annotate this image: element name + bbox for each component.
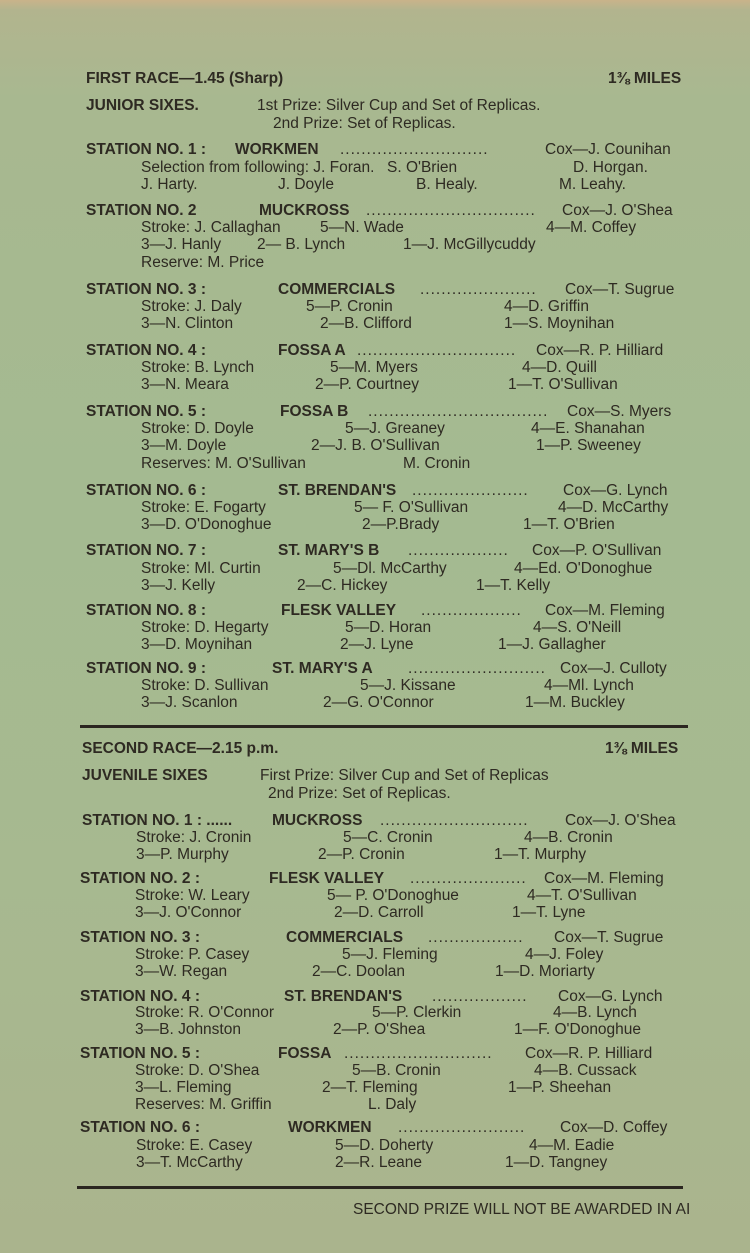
station-label: STATION NO. 2 : [80, 870, 200, 887]
race-distance: 1⅜ MILES [608, 70, 682, 87]
crew-member: Stroke: B. Lynch [141, 359, 255, 376]
cox: Cox—G. Lynch [563, 482, 668, 499]
crew-member: 2—B. Clifford [320, 315, 412, 332]
station-header [0, 482, 750, 500]
crew-member: 4—D. Quill [522, 359, 597, 376]
footer-note: SECOND PRIZE WILL NOT BE AWARDED IN AI [353, 1201, 691, 1218]
station-header [0, 812, 750, 830]
crew-member: 4—D. Griffin [504, 298, 589, 315]
crew-member: S. O'Brien [387, 159, 458, 176]
station-label: STATION NO. 2 [86, 202, 197, 219]
crew-name: FOSSA [278, 1045, 332, 1062]
crew-member: 5—B. Cronin [352, 1062, 441, 1079]
cox: Cox—T. Sugrue [565, 281, 675, 298]
crew-name: ST. BRENDAN'S [284, 988, 403, 1005]
leader-dots: ...................... [420, 281, 537, 298]
crew-member: 3—T. McCarthy [136, 1154, 243, 1171]
crew-name: COMMERCIALS [286, 929, 404, 946]
crew-line [0, 577, 750, 595]
reserve: Reserves: M. Griffin [135, 1096, 272, 1113]
crew-member: 3—L. Fleming [135, 1079, 232, 1096]
leader-dots: .................. [432, 988, 528, 1005]
station-header [0, 1045, 750, 1063]
crew-member: 5—P. Clerkin [372, 1004, 462, 1021]
crew-member: 1—S. Moynihan [504, 315, 615, 332]
leader-dots: .......................... [408, 660, 546, 677]
crew-member: 2—R. Leane [335, 1154, 423, 1171]
crew-member: Stroke: P. Casey [135, 946, 250, 963]
crew-member: Stroke: W. Leary [135, 887, 250, 904]
crew-member: 1—J. McGillycuddy [403, 236, 536, 253]
crew-member: 2—J. Lyne [340, 636, 414, 653]
crew-line [0, 359, 750, 377]
crew-member: Stroke: E. Fogarty [141, 499, 266, 516]
cox: Cox—P. O'Sullivan [532, 542, 662, 559]
crew-member: 2—P. Courtney [315, 376, 419, 393]
crew-line [0, 315, 750, 333]
crew-line [0, 887, 750, 905]
cox: Cox—R. P. Hilliard [525, 1045, 653, 1062]
station-label: STATION NO. 9 : [86, 660, 206, 677]
leader-dots: ...................... [412, 482, 529, 499]
station-label: STATION NO. 5 : [80, 1045, 200, 1062]
crew-member: 4—J. Foley [525, 946, 604, 963]
crew-member: 5—J. Fleming [342, 946, 438, 963]
crew-member: Stroke: J. Daly [141, 298, 242, 315]
crew-member: 1—D. Tangney [505, 1154, 608, 1171]
crew-line [0, 1154, 750, 1172]
crew-line [0, 963, 750, 981]
crew-member: 3—N. Clinton [141, 315, 234, 332]
station-label: STATION NO. 1 : ...... [82, 812, 233, 829]
race-class-row [0, 767, 750, 785]
crew-member: 1—F. O'Donoghue [514, 1021, 642, 1038]
leader-dots: ................... [408, 542, 509, 559]
crew-member: 3—J. Scanlon [141, 694, 238, 711]
leader-dots: ............................ [344, 1045, 493, 1062]
station-header [0, 342, 750, 360]
station-header [0, 1119, 750, 1137]
crew-member: 2—T. Fleming [322, 1079, 418, 1096]
crew-member: 5— F. O'Sullivan [354, 499, 469, 516]
crew-line [0, 254, 750, 272]
cox: Cox—J. O'Shea [562, 202, 673, 219]
crew-member: 4—M. Eadie [529, 1137, 615, 1154]
leader-dots: .............................. [357, 342, 517, 359]
reserve: Reserves: M. O'Sullivan [141, 455, 306, 472]
leader-dots: ............................ [380, 812, 529, 829]
crew-line [0, 236, 750, 254]
race-title: SECOND RACE—2.15 p.m. [82, 740, 279, 757]
crew-line [0, 219, 750, 237]
crew-member: 4—Ed. O'Donoghue [514, 560, 653, 577]
crew-member: 5—P. Cronin [306, 298, 393, 315]
station-header [0, 403, 750, 421]
station-header [0, 141, 750, 159]
crew-member: 3—P. Murphy [136, 846, 229, 863]
crew-name: COMMERCIALS [278, 281, 396, 298]
crew-member: Stroke: J. Callaghan [141, 219, 281, 236]
crew-member: Stroke: D. O'Shea [135, 1062, 260, 1079]
race-title: FIRST RACE—1.45 (Sharp) [86, 70, 284, 87]
station-header [0, 870, 750, 888]
crew-line [0, 437, 750, 455]
crew-line [0, 499, 750, 517]
crew-line [0, 1004, 750, 1022]
race-header [0, 70, 750, 88]
race-header [0, 740, 750, 758]
crew-member: 5—Dl. McCarthy [333, 560, 447, 577]
race-class-row [0, 97, 750, 115]
station-label: STATION NO. 5 : [86, 403, 206, 420]
station-header [0, 281, 750, 299]
crew-member: 1—T. O'Brien [523, 516, 615, 533]
station-label: STATION NO. 4 : [80, 988, 200, 1005]
cox: Cox—G. Lynch [558, 988, 663, 1005]
crew-member: Stroke: R. O'Connor [135, 1004, 275, 1021]
crew-line [0, 516, 750, 534]
crew-member: 4—T. O'Sullivan [527, 887, 637, 904]
second-prize: 2nd Prize: Set of Replicas. [268, 785, 451, 802]
crew-member: 4—D. McCarthy [558, 499, 669, 516]
crew-member: Stroke: D. Doyle [141, 420, 254, 437]
station-label: STATION NO. 3 : [86, 281, 206, 298]
crew-line [0, 376, 750, 394]
crew-member: 4—M. Coffey [546, 219, 637, 236]
crew-member: M. Leahy. [559, 176, 626, 193]
crew-line [0, 946, 750, 964]
crew-member: 2—J. B. O'Sullivan [311, 437, 440, 454]
crew-line [0, 1137, 750, 1155]
crew-member: Stroke: D. Hegarty [141, 619, 269, 636]
leader-dots: .................. [428, 929, 524, 946]
cox: Cox—T. Sugrue [554, 929, 664, 946]
crew-member: 2—P. Cronin [318, 846, 405, 863]
crew-member: 2—C. Doolan [312, 963, 406, 980]
crew-member: 1—J. Gallagher [498, 636, 606, 653]
crew-member: 3—B. Johnston [135, 1021, 241, 1038]
leader-dots: ................................ [366, 202, 536, 219]
crew-member: 4—B. Cussack [534, 1062, 637, 1079]
crew-member: 4—B. Lynch [553, 1004, 637, 1021]
leader-dots: ...................... [410, 870, 527, 887]
crew-member: 1—D. Moriarty [495, 963, 595, 980]
station-label: STATION NO. 1 : [86, 141, 206, 158]
station-header [0, 542, 750, 560]
crew-member: 5—C. Cronin [343, 829, 433, 846]
crew-member: 1—T. Kelly [476, 577, 551, 594]
crew-member: 3—M. Doyle [141, 437, 227, 454]
crew-member: 4—S. O'Neill [533, 619, 622, 636]
crew-member: 1—M. Buckley [525, 694, 625, 711]
crew-member: D. Horgan. [573, 159, 648, 176]
crew-member: B. Healy. [416, 176, 478, 193]
race-distance: 1⅜ MILES [605, 740, 679, 757]
crew-member: 4—B. Cronin [524, 829, 613, 846]
crew-member: J. Doyle [278, 176, 334, 193]
crew-member: 5—N. Wade [320, 219, 404, 236]
reserve: L. Daly [368, 1096, 417, 1113]
crew-name: MUCKROSS [272, 812, 363, 829]
crew-member: 1—T. O'Sullivan [508, 376, 618, 393]
station-label: STATION NO. 4 : [86, 342, 206, 359]
crew-line [0, 560, 750, 578]
cox: Cox—M. Fleming [545, 602, 665, 619]
station-header [0, 602, 750, 620]
crew-member: 2— B. Lynch [257, 236, 346, 253]
crew-line [0, 176, 750, 194]
crew-member: Stroke: J. Cronin [136, 829, 252, 846]
crew-member: Stroke: D. Sullivan [141, 677, 269, 694]
crew-name: FOSSA A [278, 342, 346, 359]
station-header [0, 929, 750, 947]
reserve: Reserve: M. Price [141, 254, 265, 271]
crew-member: Stroke: Ml. Curtin [141, 560, 261, 577]
crew-member: 5—J. Kissane [360, 677, 456, 694]
crew-member: 5—J. Greaney [345, 420, 445, 437]
leader-dots: .................................. [368, 403, 549, 420]
crew-line [0, 1096, 750, 1114]
crew-member: J. Harty. [141, 176, 198, 193]
crew-member: 2—D. Carroll [334, 904, 424, 921]
crew-member: 5— P. O'Donoghue [327, 887, 459, 904]
second-prize-row [0, 115, 750, 133]
second-prize-row [0, 785, 750, 803]
cox: Cox—M. Fleming [544, 870, 664, 887]
leader-dots: ................... [421, 602, 522, 619]
crew-member: 3—D. Moynihan [141, 636, 253, 653]
race-class: JUNIOR SIXES. [86, 97, 199, 114]
crew-member: 4—Ml. Lynch [544, 677, 634, 694]
section-divider [80, 725, 688, 728]
cox: Cox—D. Coffey [560, 1119, 668, 1136]
crew-name: MUCKROSS [259, 202, 350, 219]
crew-line [0, 636, 750, 654]
crew-member: 5—D. Horan [345, 619, 432, 636]
first-prize: First Prize: Silver Cup and Set of Replicas [260, 767, 549, 784]
crew-line [0, 1079, 750, 1097]
cox: Cox—J. Culloty [560, 660, 667, 677]
crew-member: 3—J. Hanly [141, 236, 222, 253]
crew-line [0, 420, 750, 438]
crew-member: 1—T. Murphy [494, 846, 587, 863]
crew-line [0, 677, 750, 695]
crew-member: 3—J. O'Connor [135, 904, 242, 921]
crew-name: ST. BRENDAN'S [278, 482, 397, 499]
station-label: STATION NO. 6 : [80, 1119, 200, 1136]
leader-dots: ........................ [398, 1119, 526, 1136]
station-header [0, 660, 750, 678]
cox: Cox—R. P. Hilliard [536, 342, 664, 359]
crew-line [0, 455, 750, 473]
crew-member: 2—G. O'Connor [323, 694, 434, 711]
station-label: STATION NO. 3 : [80, 929, 200, 946]
crew-name: ST. MARY'S B [278, 542, 380, 559]
crew-line [0, 1021, 750, 1039]
crew-member: 3—D. O'Donoghue [141, 516, 272, 533]
crew-member: 5—D. Doherty [335, 1137, 434, 1154]
second-prize: 2nd Prize: Set of Replicas. [273, 115, 456, 132]
cox: Cox—J. Counihan [545, 141, 671, 158]
station-header [0, 202, 750, 220]
reserve: M. Cronin [403, 455, 471, 472]
crew-line [0, 829, 750, 847]
crew-line [0, 1062, 750, 1080]
cox: Cox—J. O'Shea [565, 812, 676, 829]
station-label: STATION NO. 7 : [86, 542, 206, 559]
race-class: JUVENILE SIXES [82, 767, 208, 784]
cox: Cox—S. Myers [567, 403, 672, 420]
crew-member: Selection from following: J. Foran. [141, 159, 375, 176]
crew-member: 5—M. Myers [330, 359, 418, 376]
crew-name: WORKMEN [288, 1119, 372, 1136]
crew-member: 2—P.Brady [362, 516, 440, 533]
crew-name: ST. MARY'S A [272, 660, 373, 677]
crew-line [0, 694, 750, 712]
crew-member: 1—T. Lyne [512, 904, 586, 921]
crew-member: Stroke: E. Casey [136, 1137, 253, 1154]
crew-member: 3—N. Meara [141, 376, 229, 393]
crew-member: 1—P. Sweeney [536, 437, 641, 454]
crew-member: 3—J. Kelly [141, 577, 216, 594]
footer-note-row [0, 1201, 750, 1219]
crew-line [0, 298, 750, 316]
crew-line [0, 159, 750, 177]
station-label: STATION NO. 6 : [86, 482, 206, 499]
section-divider [77, 1186, 683, 1189]
crew-line [0, 619, 750, 637]
station-label: STATION NO. 8 : [86, 602, 206, 619]
first-prize: 1st Prize: Silver Cup and Set of Replicas. [257, 97, 541, 114]
crew-member: 3—W. Regan [135, 963, 228, 980]
crew-member: 2—C. Hickey [297, 577, 388, 594]
crew-name: FLESK VALLEY [269, 870, 385, 887]
crew-name: FLESK VALLEY [281, 602, 397, 619]
crew-line [0, 904, 750, 922]
crew-member: 2—P. O'Shea [333, 1021, 426, 1038]
crew-member: 4—E. Shanahan [531, 420, 645, 437]
crew-name: FOSSA B [280, 403, 349, 420]
leader-dots: ............................ [340, 141, 489, 158]
crew-name: WORKMEN [235, 141, 319, 158]
crew-member: 1—P. Sheehan [508, 1079, 612, 1096]
crew-line [0, 846, 750, 864]
